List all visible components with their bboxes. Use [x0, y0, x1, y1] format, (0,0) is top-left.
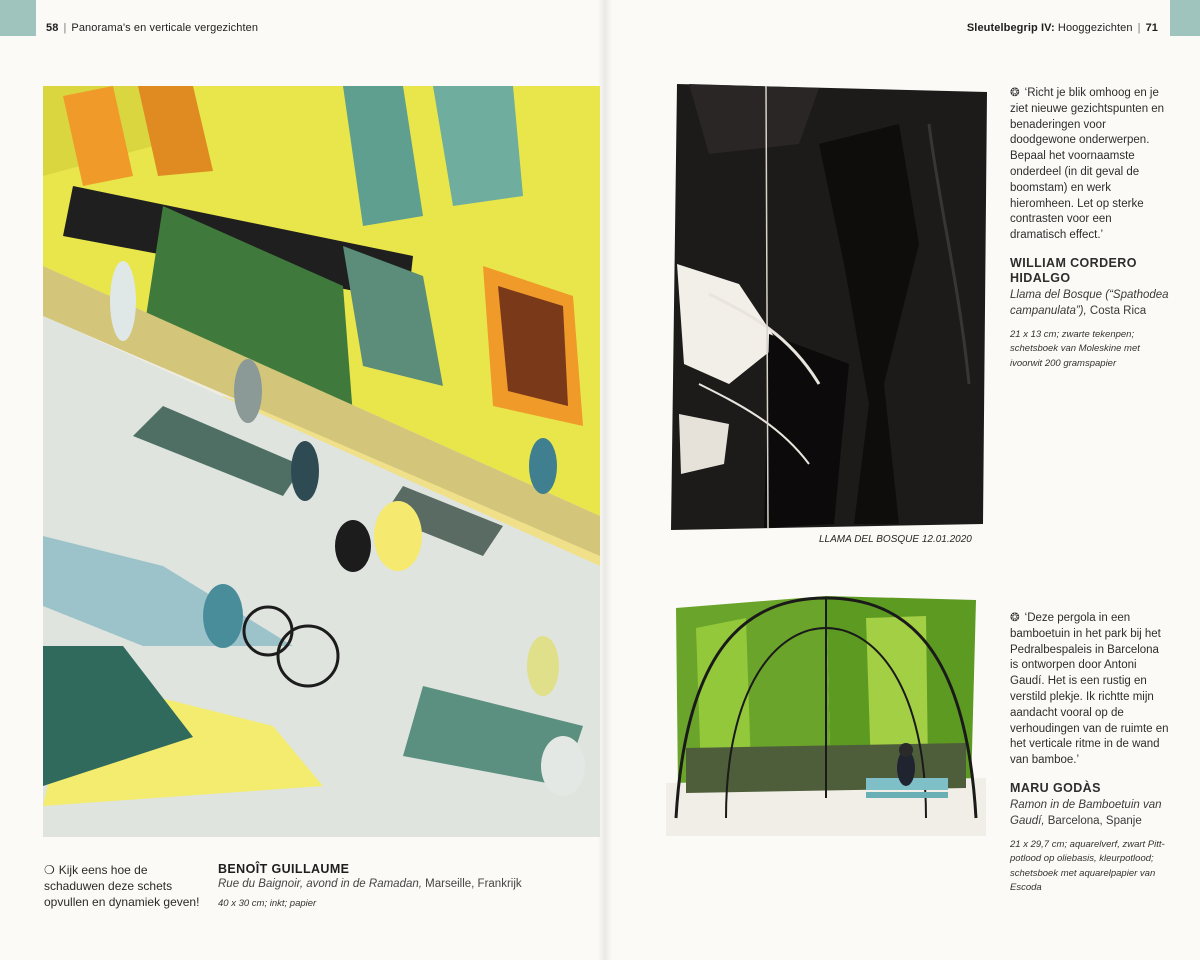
tree-quote [1010, 86, 1170, 244]
tree-artwork-title: Llama del Bosque (“Spathodea campanulata”), [1010, 288, 1169, 317]
tree-artwork-media: 21 x 13 cm; zwarte tekenpen; schetsboek van Moleskine met ivoorwit 200 gramspapier [1010, 328, 1140, 369]
left-artwork-title: Rue du Baignoir, avond in de Ramadan, [218, 878, 422, 890]
tree-artist-name: WILLIAM CORDERO HIDALGO [1010, 255, 1137, 285]
left-artwork-caption [218, 862, 578, 911]
bamboo-artwork-title: Ramon in de Bamboetuin van Gaudí, [1010, 798, 1162, 827]
bamboo-artwork-media: 21 x 29,7 cm; aquarelverf, zwart Pitt-potlood op oliebasis, kleurpotlood; schetsboek met aquarelpapier van Escoda [1010, 838, 1165, 894]
right-page-number: 71 [1145, 22, 1158, 34]
tree-ink-sketch [669, 84, 993, 546]
left-tip-caption [44, 862, 204, 910]
left-page-number: 58 [46, 22, 59, 34]
left-tip-text: Kijk eens hoe de schaduwen deze schets opvullen en dynamiek geven! [44, 863, 200, 909]
quote-icon: ❂ [1010, 87, 1020, 99]
bamboo-quote [1010, 611, 1170, 769]
tree-sketch-inscription: LLAMA DEL BOSQUE 12.01.2020 [819, 534, 972, 545]
bamboo-pergola-watercolor [666, 588, 986, 836]
bamboo-artwork-location: Barcelona, Spanje [1047, 814, 1142, 827]
left-artwork-title-line [218, 878, 578, 890]
bamboo-artist-name: MARU GODÀS [1010, 780, 1101, 795]
left-artwork-location: Marseille, Frankrijk [425, 878, 522, 890]
right-header-title-bold: Sleutelbegrip IV: [966, 22, 1055, 34]
page-tab-left [0, 0, 36, 36]
bamboo-quote-text: ‘Deze pergola in een bamboetuin in het park bij het Pedralbespaleis in Barcelona is ontworpen door Antoni Gaudí. Het is een rustig en verstild plekje. Ik richtte mijn aandacht vooral op de verhoudingen van de ruimte en het verticale ritme in de wand van bamboe.’ [1010, 612, 1169, 767]
bamboo-sidebar [1010, 611, 1170, 896]
bamboo-artwork-title-line [1010, 798, 1170, 830]
right-running-header: Sleutelbegrip IV: Hooggezichten | 71 [966, 22, 1158, 34]
right-header-title-rest: Hooggezichten [1057, 22, 1133, 34]
lightbulb-icon: ❍ [44, 863, 55, 877]
tree-artwork-location: Costa Rica [1089, 304, 1147, 317]
page-tab-right [1170, 0, 1200, 36]
book-gutter [598, 0, 612, 960]
left-artwork-media: 40 x 30 cm; inkt; papier [218, 898, 317, 909]
street-scene-painting [43, 86, 600, 837]
tree-quote-text: ‘Richt je blik omhoog en je ziet nieuwe gezichtspunten en benaderingen voor doodgewone onderwerpen. Bepaal het voornaamste onderdeel (in dit geval de boomstam) en werk hieromheen. Let op sterke contrasten voor een dramatisch effect.’ [1010, 87, 1165, 242]
left-running-header: 58 | Panorama's en verticale vergezichten [46, 22, 259, 34]
left-artist-name: BENOÎT GUILLAUME [218, 862, 350, 876]
left-header-title: Panorama's en verticale vergezichten [71, 22, 259, 34]
tree-artwork-title-line [1010, 288, 1170, 320]
tree-sketch-sidebar [1010, 86, 1170, 371]
quote-icon: ❂ [1010, 612, 1020, 624]
